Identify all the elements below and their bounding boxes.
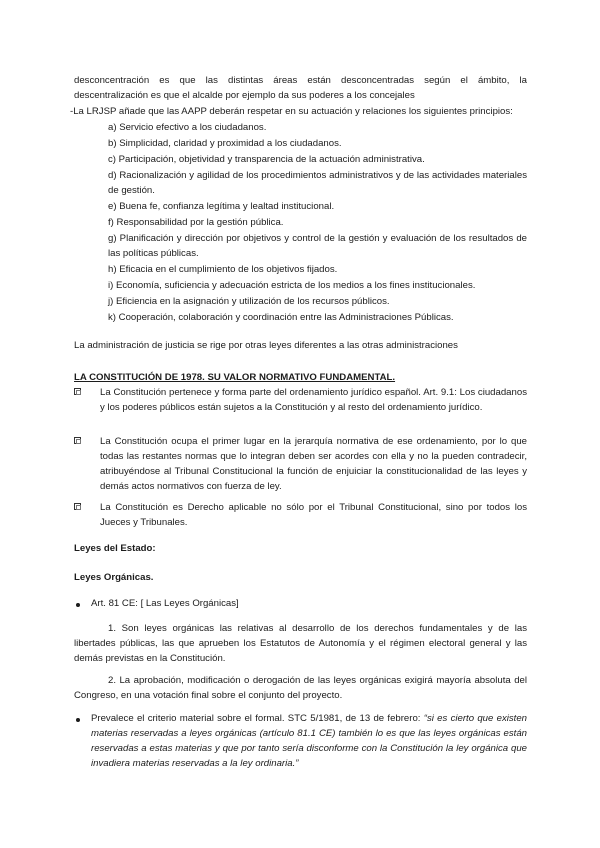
list-item: c) Participación, objetividad y transparencia de la actuación administrativa. [108,154,425,165]
checkbox-icon [74,503,81,510]
list-item: i) Economía, suficiencia y adecuación estricta de los medios a los fines institucionales. [108,280,476,291]
constitution-point [74,500,527,530]
list-item: j) Eficiencia en la asignación y utilización de los recursos públicos. [108,296,390,307]
intro-line-1: desconcentración es que las distintas áreas están desconcentradas según el ámbito, la [74,75,527,86]
constitution-point-text: La Constitución pertenece y forma parte del ordenamiento jurídico español. Art. 9.1: Los ciudadanos y los poderes públicos están sujetos a la Constitución y al resto del ordenamiento jurídico. [100,387,527,413]
state-laws-heading: Leyes del Estado: [74,543,156,554]
bullet-icon [76,603,80,607]
intro-line-2: descentralización es que el alcalde por ejemplo da sus poderes a los concejales [74,90,415,101]
intro-line-3: -La LRJSP añade que las AAPP deberán respetar en su actuación y relaciones los siguientes principios: [70,106,513,117]
criterion-lead: Prevalece el criterio material sobre el formal. STC 5/1981, de 13 de febrero: [91,713,424,724]
constitution-point-text: La Constitución ocupa el primer lugar en la jerarquía normativa de ese ordenamiento, por lo que todas las restantes normas que lo integran deben ser acordes con ella y no la pueden contradecir, atribuyéndose al Tribunal Constitucional la función de enjuiciar la constitucionalidad de las leyes y demás actos normativos con fuerza de ley. [100,436,527,492]
bullet-icon [76,718,80,722]
checkbox-icon [74,388,81,395]
organic-para-2: 2. La aprobación, modificación o derogación de las leyes orgánicas exigirá mayoría absoluta del Congreso, en una votación final sobre el conjunto del proyecto. [74,675,527,701]
criterion-quote: “si es cierto que existen materias reservadas a leyes orgánicas (artículo 81.1 CE) también lo es que las leyes orgánicas están reservadas a estas materias y que por tanto sería disconforme con la Constitución la ley orgánica que invadiera materias reservadas a la ley ordinaria.” [91,713,528,769]
list-item: d) Racionalización y agilidad de los procedimientos administrativos y de las actividades materiales de gestión. [108,170,527,196]
list-item: b) Simplicidad, claridad y proximidad a los ciudadanos. [108,138,342,149]
criterion-paragraph [91,711,527,771]
checkbox-icon [74,437,81,444]
constitution-point-text: La Constitución es Derecho aplicable no sólo por el Tribunal Constitucional, sino por todos los Jueces y Tribunales. [100,502,527,528]
list-item: f) Responsabilidad por la gestión pública. [108,217,284,228]
constitution-heading: LA CONSTITUCIÓN DE 1978. SU VALOR NORMATIVO FUNDAMENTAL. [74,372,396,383]
list-item: k) Cooperación, colaboración y coordinación entre las Administraciones Públicas. [108,312,454,323]
list-item: e) Buena fe, confianza legítima y lealtad institucional. [108,201,335,212]
constitution-point [74,434,527,494]
list-item: g) Planificación y dirección por objetivos y control de la gestión y evaluación de los resultados de las políticas públicas. [108,233,527,259]
list-item: h) Eficacia en el cumplimiento de los objetivos fijados. [108,264,338,275]
organic-para-1: 1. Son leyes orgánicas las relativas al desarrollo de los derechos fundamentales y de las libertades públicas, las que aprueben los Estatutos de Autonomía y el régimen electoral general y las demás previstas en la Constitución. [74,623,527,664]
organic-laws-heading: Leyes Orgánicas. [74,572,154,583]
list-item: a) Servicio efectivo a los ciudadanos. [108,122,267,133]
principles-list [108,120,527,326]
justice-note: La administración de justicia se rige por otras leyes diferentes a las otras administraciones [74,340,458,351]
constitution-point [74,385,527,415]
art-81-bullet: Art. 81 CE: [ Las Leyes Orgánicas] [91,598,239,609]
